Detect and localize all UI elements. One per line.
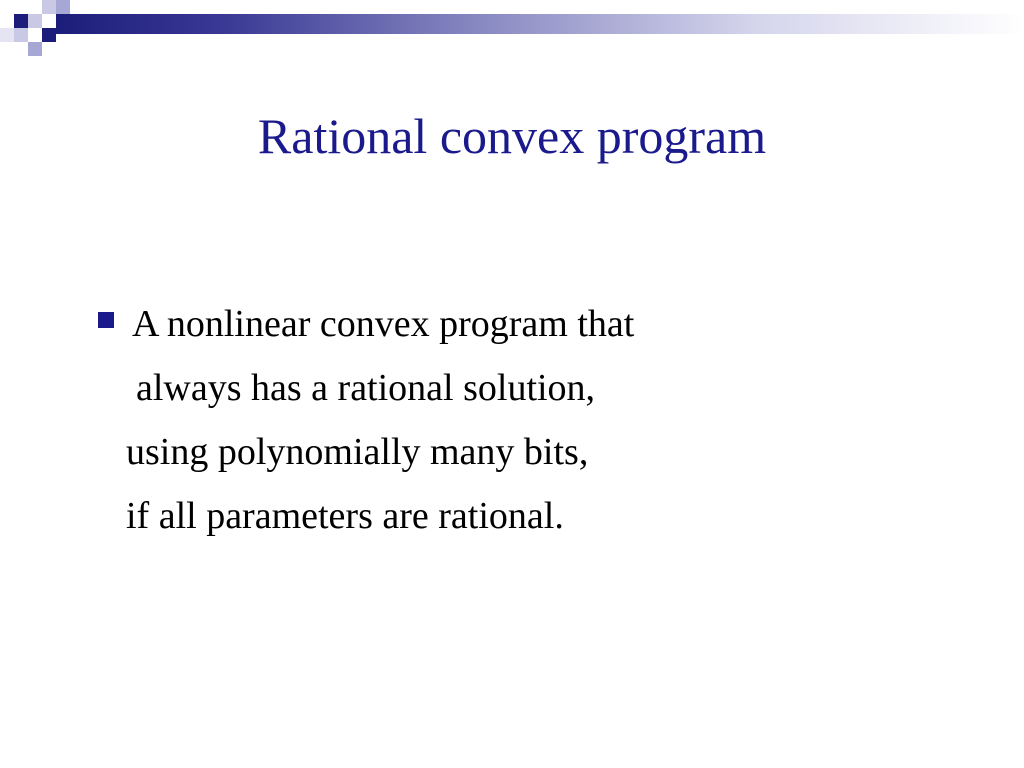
bullet-line: always has a rational solution,	[136, 367, 596, 409]
decorative-square	[14, 28, 28, 42]
decorative-square	[28, 42, 42, 56]
bullet-list	[96, 292, 976, 548]
bullet-line: A nonlinear convex program that	[132, 303, 635, 345]
slide-title: Rational convex program	[257, 108, 767, 164]
decorative-square	[42, 0, 56, 14]
decorative-square	[56, 0, 70, 14]
decorative-square	[28, 14, 42, 28]
decorative-square	[42, 28, 56, 42]
decorative-square	[14, 14, 28, 28]
bullet-line: if all parameters are rational.	[126, 495, 564, 537]
bullet-line: using polynomially many bits,	[126, 431, 589, 473]
header-band	[56, 14, 1024, 34]
decorative-square	[0, 28, 14, 42]
bullet-item	[96, 292, 976, 548]
square-bullet-icon	[98, 312, 114, 328]
